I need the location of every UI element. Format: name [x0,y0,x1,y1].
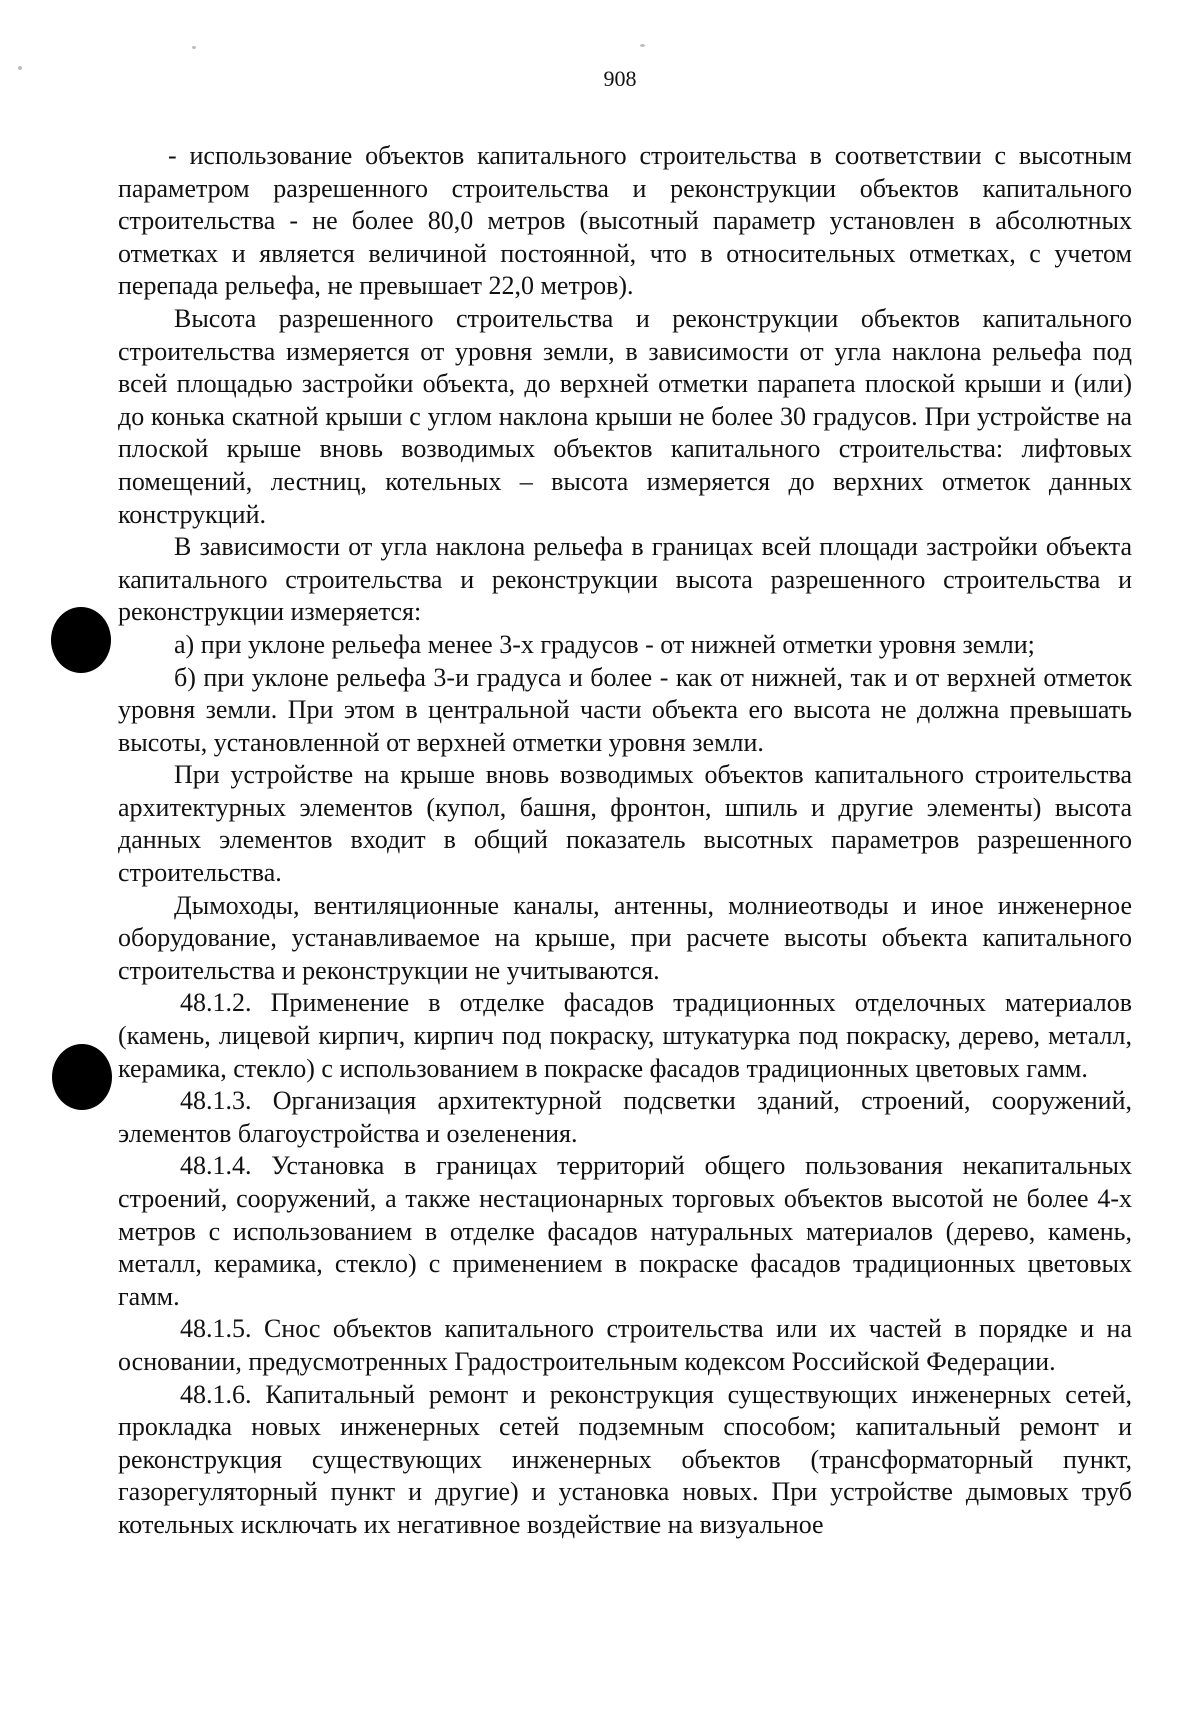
paragraph-slope-item-a: а) при уклоне рельефа менее 3-х градусов - от нижней отметки уровня земли; [174,629,1035,659]
scan-speck [640,44,645,47]
punch-hole-top [51,607,111,673]
clause-48-1-3: 48.1.3. Организация архитектурной подсветки зданий, строений, сооружений, элементов благоустройства и озеленения. [118,1086,1132,1148]
punch-hole-bottom [52,1044,112,1110]
document-body [118,140,1132,1542]
paragraph-height-measurement: Высота разрешенного строительства и реконструкции объектов капитального строительства измеряется от уровня земли, в зависимости от угла наклона рельефа под всей площадью застройки объекта, до верхней отметки парапета плоской крыши и (или) до конька скатной крыши с углом наклона крыши не более 30 градусов. При устройстве на плоской крыше вновь возводимых объектов капитального строительства: лифтовых помещений, лестниц, котельных – высота измеряется до верхних отметок данных конструкций. [118,303,1132,529]
clause-48-1-6: 48.1.6. Капитальный ремонт и реконструкция существующих инженерных сетей, прокладка новых инженерных сетей подземным способом; капитальный ремонт и реконструкция существующих инженерных объектов (трансформаторный пункт, газорегуляторный пункт и другие) и установка новых. При устройстве дымовых труб котельных исключать их негативное воздействие на визуальное [118,1379,1132,1539]
paragraph-slope-dependence: В зависимости от угла наклона рельефа в границах всей площади застройки объекта капитального строительства и реконструкции высота разрешенного строительства и реконструкции измеряется: [118,532,1132,627]
scan-speck [18,66,22,70]
scan-speck [192,46,196,49]
clause-48-1-4: 48.1.4. Установка в границах территорий общего пользования некапитальных строений, сооружений, а также нестационарных торговых объектов высотой не более 4-х метров с использованием в отделке фасадов натуральных материалов (дерево, камень, металл, керамика, стекло) с применением в покраске фасадов традиционных цветовых гамм. [118,1151,1132,1311]
clause-48-1-5: 48.1.5. Снос объектов капитального строительства или их частей в порядке и на основании, предусмотренных Градостроительным кодексом Российской Федерации. [118,1314,1132,1376]
page-number: 908 [603,66,637,91]
paragraph-architectural-elements: При устройстве на крыше вновь возводимых объектов капитального строительства архитектурных элементов (купол, башня, фронтон, шпиль и другие элементы) высота данных элементов входит в общий показатель высотных параметров разрешенного строительства. [118,760,1132,888]
paragraph-roof-equipment: Дымоходы, вентиляционные каналы, антенны, молниеотводы и иное инженерное оборудование, устанавливаемое на крыше, при расчете высоты объекта капитального строительства и реконструкции не учитываются. [118,890,1132,985]
paragraph-slope-item-b: б) при уклоне рельефа 3-и градуса и более - как от нижней, так и от верхней отметок уровня земли. При этом в центральной части объекта его высота не должна превышать высоты, установленной от верхней отметки уровня земли. [118,662,1132,757]
paragraph-height-limit: - использование объектов капитального строительства в соответствии с высотным параметром разрешенного строительства и реконструкции объектов капитального строительства - не более 80,0 метров (высотный параметр установлен в абсолютных отметках и является величиной постоянной, что в относительных отметках, с учетом перепада рельефа, не превышает 22,0 метров). [118,141,1132,301]
clause-48-1-2: 48.1.2. Применение в отделке фасадов традиционных отделочных материалов (камень, лицевой кирпич, кирпич под покраску, штукатурка под покраску, дерево, металл, керамика, стекло) с использованием в покраске фасадов традиционных цветовых гамм. [118,988,1132,1083]
